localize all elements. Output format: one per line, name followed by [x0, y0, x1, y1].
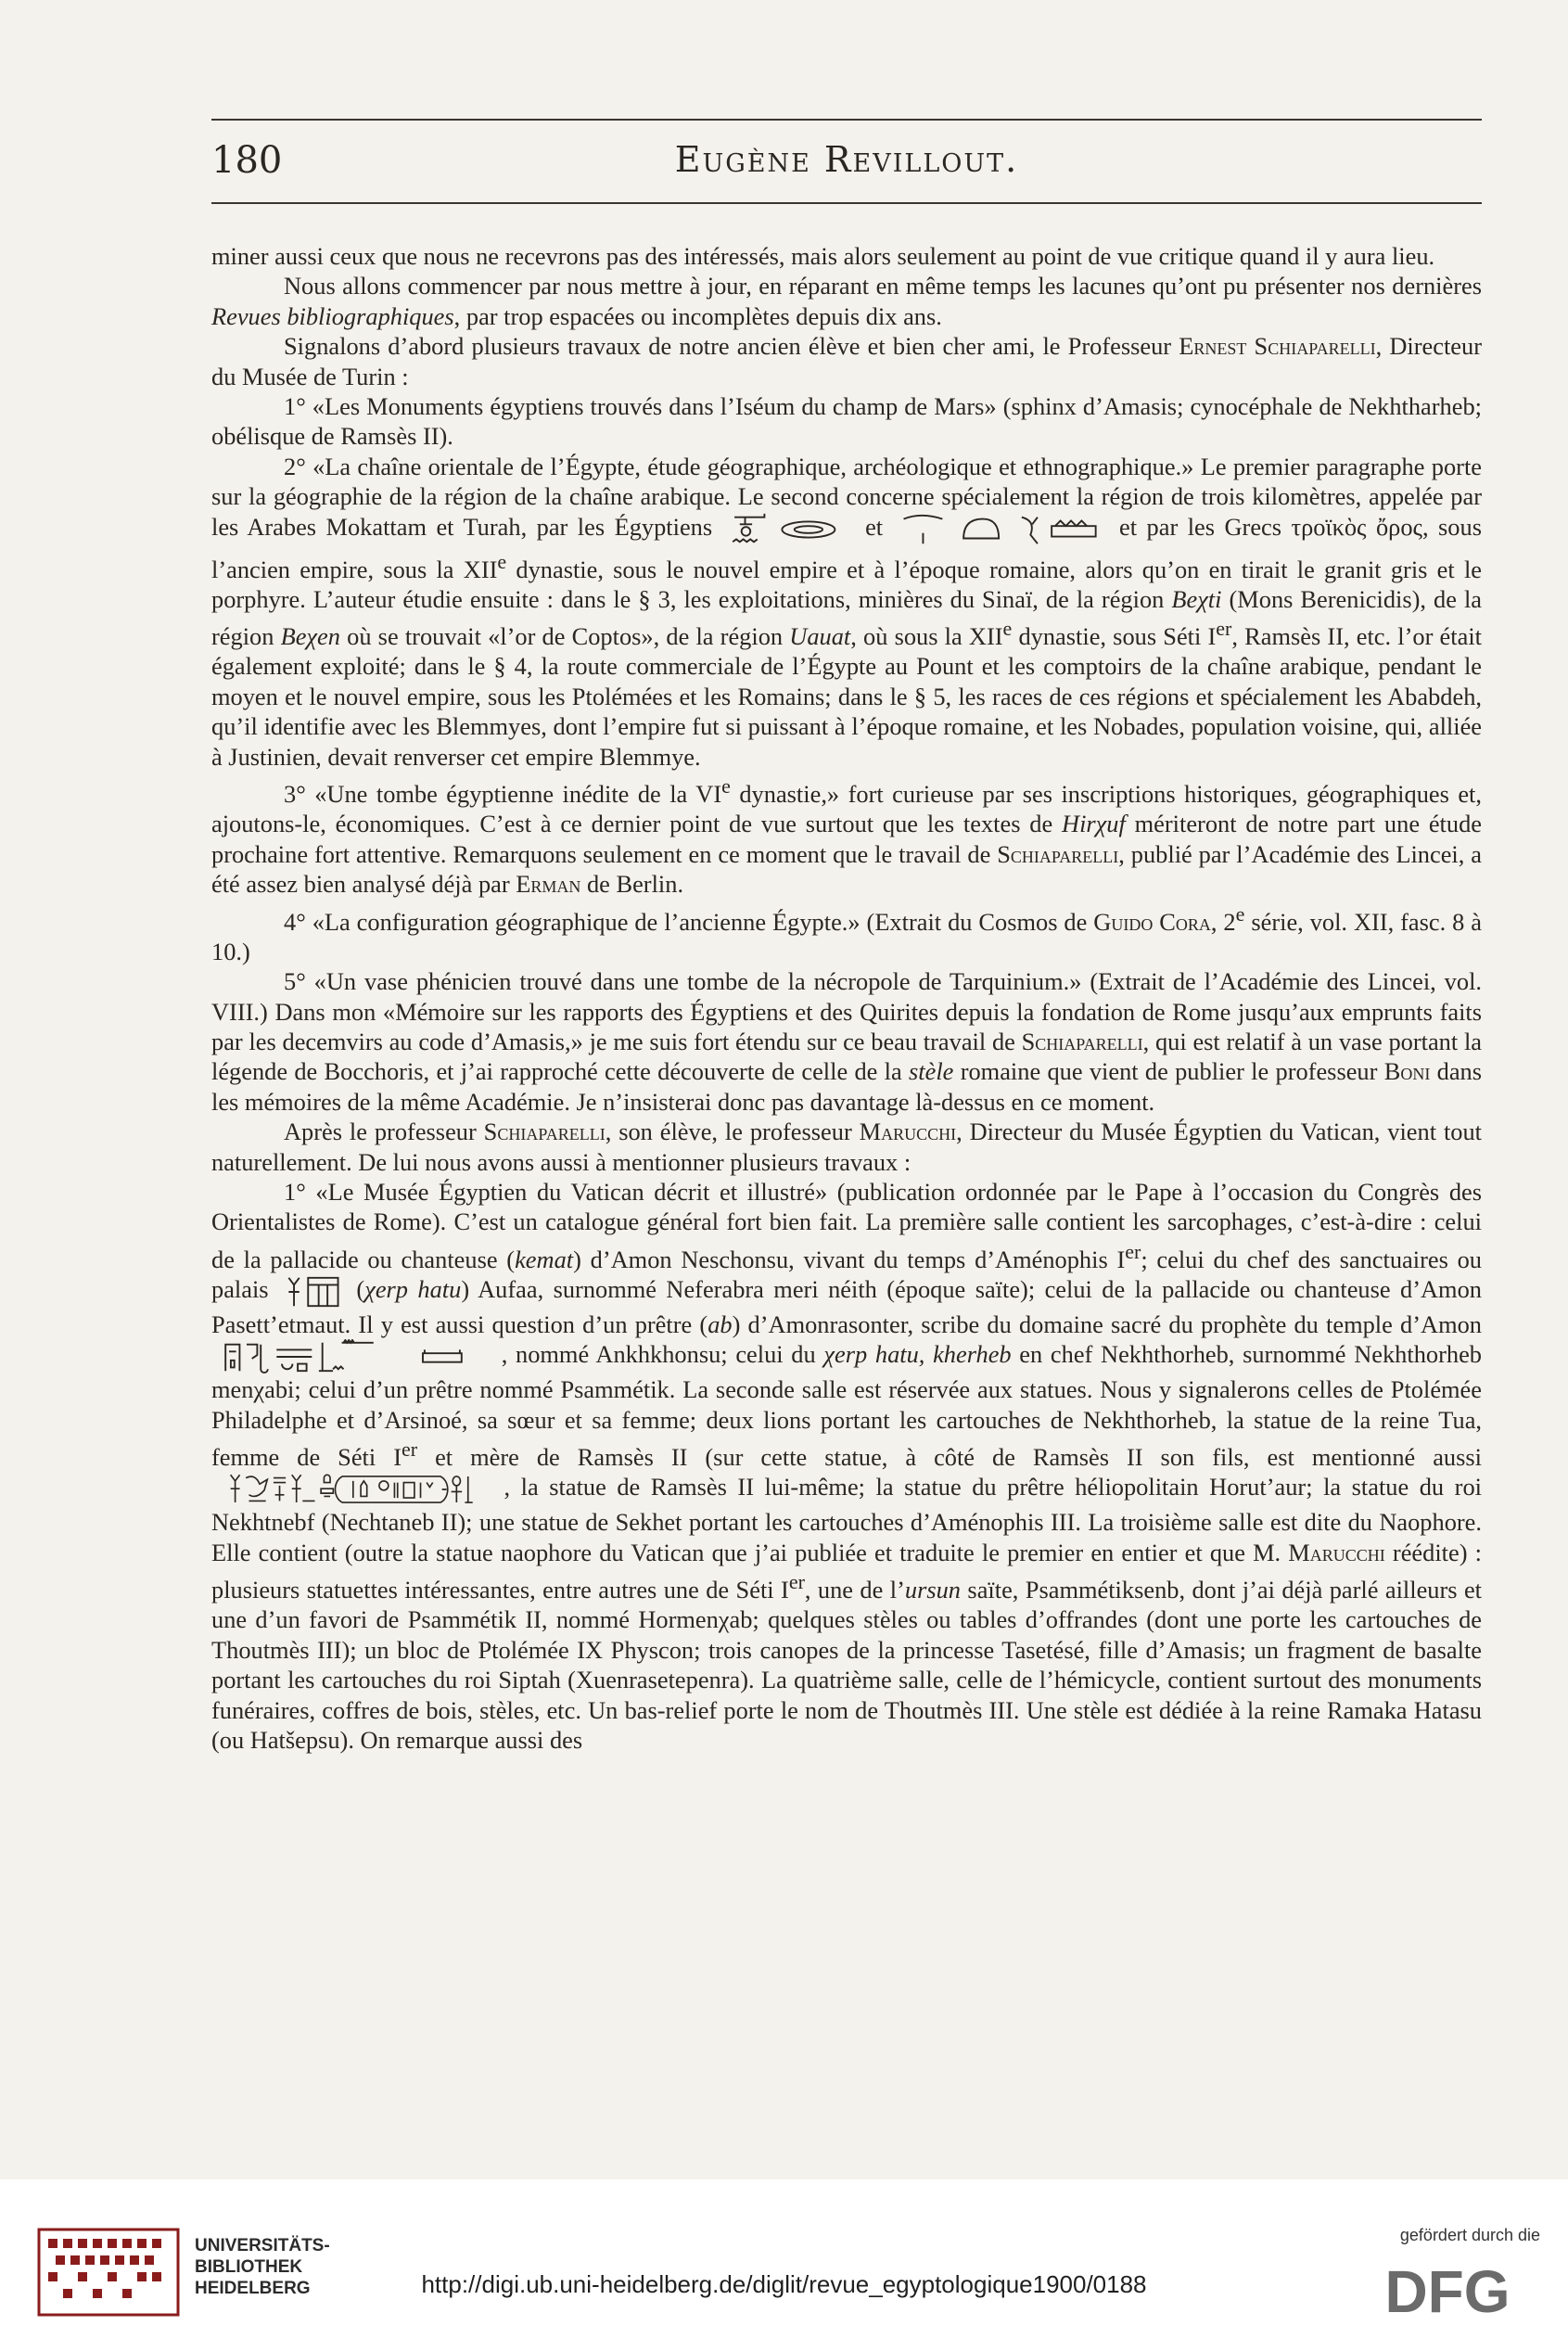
dfg-logo-icon	[1355, 2258, 1540, 2323]
paragraph: 1° «Le Musée Égyptien du Vatican décrit et illustré» (publication ordonnée par le Pape à l’occasion du Congrès des Orientalistes de Rome). C’est un catalogue général fort bien fait. La première salle contient les sarcophages, c’est-à-dire : celui de la pallacide ou chanteuse (kemat) d’Amon Neschonsu, vivant du temps d’Aménophis Ier; celui du chef des sanctuaires ou palais (χerp hatu) Aufaa, surnommé Neferabra meri néith (époque saïte); celui de la pallacide ou chanteuse d’Amon Pasett’etmaut. Il y est aussi question d’un prêtre (ab) d’Amonrasonter, scribe du domaine sacré du prophète du temple d’Amon , nommé Ankhkhonsu; celui du χerp hatu, kherheb en chef Nekhthorheb, surnommé Nekhthorheb menχabi; celui d’un prêtre nommé Psammétik. La seconde salle est réservée aux statues. Nous y signalerons celles de Ptolémée Philadelphe et d’Arsinoé, sa sœur et sa femme; deux lions portant les cartouches de Nekhthorheb, la statue de la reine Tua, femme de Séti Ier et mère de Ramsès II (sur cette statue, à côté de Ramsès II son fils, est mentionné aussi , la statue de Ramsès II lui-même; la statue du prêtre héliopolitain Horut’aur; la statue du roi Nekhtnebf (Nechtaneb II); une statue de Sekhet portant les cartouches d’Aménophis III. La troisième salle est dite du Naophore. Elle contient (outre la statue naophore du Vatican que j’ai publiée et traduite le premier en entier et que M. Marucchi réédite) : plusieurs statuettes intéressantes, entre autres une de Séti Ier, une de l’ursun saïte, Psammétiksenb, dont j’ai déjà parlé ailleurs et une d’un favori de Psammétik II, nommé Hormenχab; quelques stèles ou tables d’offrandes (dont une porte les cartouches de Thoutmès III); un bloc de Ptolémée IX Physcon; trois canopes de la princesse Tasetésé, fille d’Amasis; un fragment de basalte portant les cartouches du roi Siptah (Xuenrasetepenra). La quatrième salle, celle de l’hémicycle, contient surtout des monuments funéraires, coffres de bois, stèles, etc. Un bas-relief porte le nom de Thoutmès III. Une stèle est dédiée à la reine Ramaka Hatasu (ou Hatšepsu). On remarque aussi des	[211, 1177, 1483, 1755]
body-text	[211, 241, 1482, 1755]
hieroglyph-royal-name-icon	[213, 1472, 491, 1507]
paragraph: Signalons d’abord plusieurs travaux de notre ancien élève et bien cher ami, le Professeur Ernest Schiaparelli, Directeur du Musée de Turin :	[211, 332, 1482, 390]
header-rule-bottom	[211, 202, 1482, 204]
page-number: 180	[211, 139, 283, 182]
paragraph: 5° «Un vase phénicien trouvé dans une tombe de la nécropole de Tarquinium.» (Extrait de l’Académie des Lincei, vol. VIII.) Dans mon «Mémoire sur les rapports des Égyptiens et des Quirites depuis la fondation de Rome jusqu’aux emprunts faits par les decemvirs au code d’Amasis,» je me suis fort étendu sur ce beau travail de Schiaparelli, qui est relatif à un vase portant la légende de Bocchoris, et j’ai rapproché cette découverte de celle de la stèle romaine que vient de publier le professeur Boni dans les mémoires de la même Académie. Je n’insisterai donc pas davantage là-dessus en ce moment.	[211, 967, 1482, 1116]
dfg-logo-text: DFG	[1384, 2258, 1511, 2323]
footer	[0, 2179, 1568, 2351]
permalink-url[interactable]: http://digi.ub.uni-heidelberg.de/diglit/revue_egyptologique1900/0188	[421, 2270, 1147, 2298]
hieroglyph-amon-title-icon	[213, 1339, 491, 1374]
hieroglyph-turah-icon	[724, 512, 854, 547]
hieroglyph-palace-icon	[280, 1274, 345, 1310]
running-title: Eugène Revillout.	[674, 139, 1019, 180]
paragraph: 4° «La configuration géographique de l’ancienne Égypte.» (Extrait du Cosmos de Guido Cora, 2e série, vol. XII, fasc. 8 à 10.)	[211, 901, 1483, 965]
paragraph: 1° «Les Monuments égyptiens trouvés dans l’Iséum du champ de Mars» (sphinx d’Amasis; cynocéphale de Nekhtharheb; obélisque de Ramsès II).	[211, 392, 1482, 451]
paragraph: miner aussi ceux que nous ne recevrons pas des intéressés, mais alors seulement au point de vue critique quand il y aura lieu.	[211, 242, 1435, 270]
sponsor-text: gefördert durch die	[1399, 2226, 1540, 2244]
hieroglyph-cartouche-icon	[895, 512, 1108, 547]
paragraph: Après le professeur Schiaparelli, son élève, le professeur Marucchi, Directeur du Musée Égyptien du Vatican, vient tout naturellement. De lui nous avons aussi à mentionner plusieurs travaux :	[211, 1118, 1482, 1176]
paragraph: 2° «La chaîne orientale de l’Égypte, étude géographique, archéologique et ethnographique.» Le premier paragraphe porte sur la géographie de la région de la chaîne arabique. Le second concerne spécialement la région de trois kilomètres, appelée par les Arabes Mokattam et Turah, par les Égyptiens et et par les Grecs τροϊκὸς ὄρος, sous l’ancien empire, sous la XIIe dynastie, sous le nouvel empire et à l’époque romaine, alors qu’on en tirait le granit gris et le porphyre. L’auteur étudie ensuite : dans le § 3, les exploitations, minières du Sinaï, de la région Beχti (Mons Berenicidis), de la région Beχen où se trouvait «l’or de Coptos», de la région Uauat, où sous la XIIe dynastie, sous Séti Ier, Ramsès II, etc. l’or était également exploité; dans le § 4, la route commerciale de l’Égypte au Pount et les comptoirs de la chaîne arabique, pendant le moyen et le nouvel empire, sous les Ptolémées et les Romains; dans le § 5, les races de ces régions et spécialement les Ababdeh, qu’il identifie avec les Blemmyes, dont l’empire fut si puissant à l’époque romaine, et les Nobades, population voisine, qui, alliée à Justinien, devait renverser cet empire Blemmye.	[211, 452, 1482, 771]
paragraph: 3° «Une tombe égyptienne inédite de la VIe dynastie,» fort curieuse par ses inscriptions historiques, géographiques et, ajoutons-le, économiques. C’est à ce dernier point de vue surtout que les textes de Hirχuf mériteront de notre part une étude prochaine fort attentive. Remarquons seulement en ce moment que le travail de Schiaparelli, publié par l’Académie des Lincei, a été assez bien analysé déjà par Erman de Berlin.	[211, 774, 1482, 899]
institution-name: UNIVERSITÄTS- BIBLIOTHEK HEIDELBERG	[195, 2236, 330, 2298]
paragraph: Nous allons commencer par nous mettre à jour, en réparant en même temps les lacunes qu’ont pu présenter nos dernières Revues bibliographiques, par trop espacées ou incomplètes depuis dix ans.	[211, 272, 1482, 330]
header-rule-top	[211, 119, 1482, 121]
